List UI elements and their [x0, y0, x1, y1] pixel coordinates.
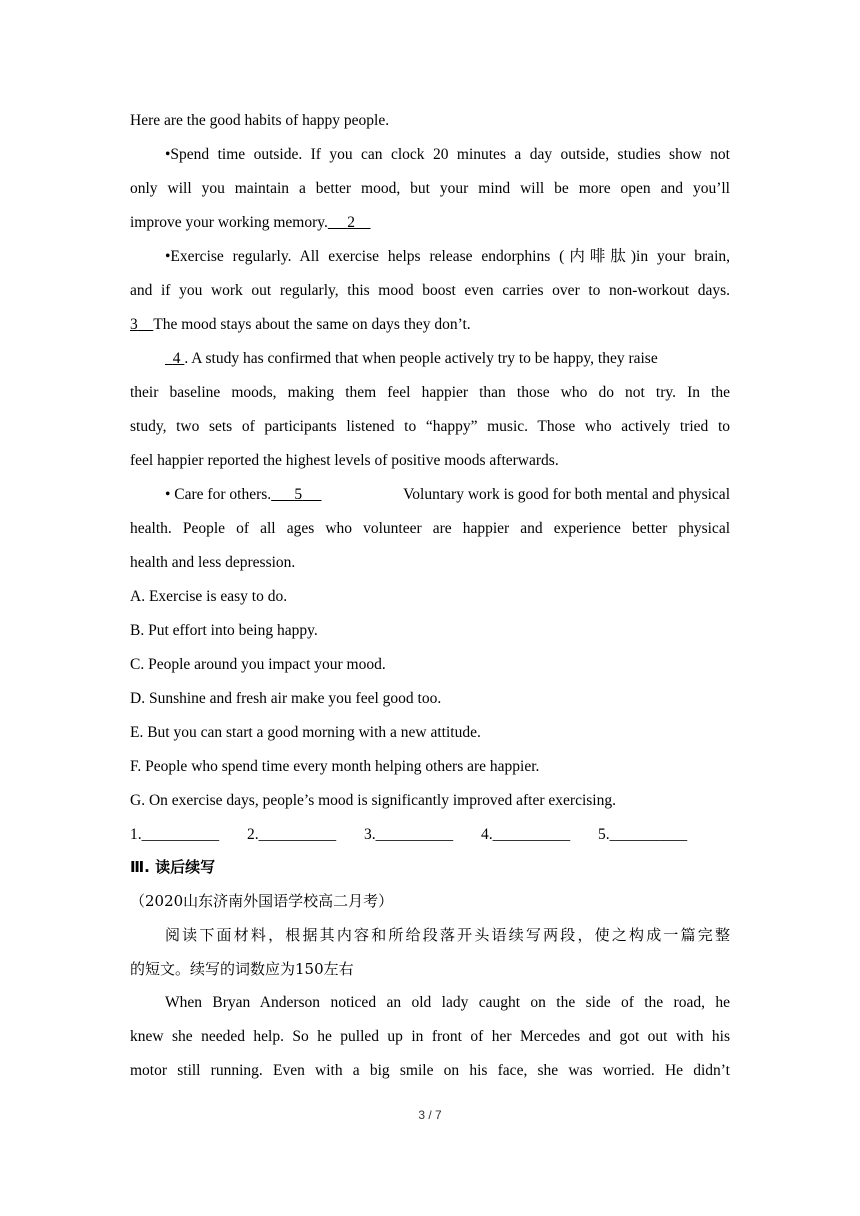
paragraph-line: health and less depression. [130, 554, 296, 571]
answer-row [130, 818, 710, 852]
instruction-line: 的短文。续写的词数应为150左右 [130, 960, 354, 978]
page-number: 3 / 7 [418, 1108, 442, 1122]
paragraph-line: their baseline moods, making them feel happier than those who do not try. In the [130, 384, 730, 401]
option-c: C. People around you impact your mood. [130, 656, 386, 673]
paragraph-line [130, 308, 730, 342]
instruction-line: 阅读下面材料，根据其内容和所给段落开头语续写两段，使之构成一篇完整 [165, 926, 730, 944]
habit-care-line [165, 478, 730, 512]
answer-blank-1[interactable]: 1.__________ [130, 826, 220, 843]
section-heading: Ⅲ. 读后续写 [130, 858, 216, 876]
paragraph-text: . A study has confirmed that when people actively try to be happy, they raise [184, 350, 658, 367]
answer-blank-3[interactable]: 3.__________ [364, 826, 454, 843]
option-d: D. Sunshine and fresh air make you feel good too. [130, 690, 442, 707]
paragraph-line: feel happier reported the highest levels of positive moods afterwards. [130, 452, 559, 469]
paragraph-text: improve your working memory. [130, 214, 328, 231]
paragraph-line: and if you work out regularly, this mood boost even carries over to non-workout days. [130, 282, 730, 299]
story-line: knew she needed help. So he pulled up in front of her Mercedes and got out with his [130, 1028, 730, 1045]
answer-blank-4[interactable]: 4.__________ [481, 826, 571, 843]
story-line: motor still running. Even with a big smile on his face, she was worried. He didn’t [130, 1062, 730, 1079]
blank-5[interactable]: 5 [294, 486, 303, 503]
section-source: （2020山东济南外国语学校高二月考） [130, 892, 394, 910]
option-b: B. Put effort into being happy. [130, 622, 318, 639]
paragraph-text: Voluntary work is good for both mental and physical [403, 486, 730, 503]
blank-3[interactable]: 3 [130, 316, 138, 333]
story-line: When Bryan Anderson noticed an old lady caught on the side of the road, he [165, 994, 730, 1011]
paragraph-line: only will you maintain a better mood, but your mind will be more open and you’ll [130, 180, 730, 197]
option-g: G. On exercise days, people’s mood is significantly improved after exercising. [130, 792, 616, 809]
paragraph-line: health. People of all ages who volunteer are happier and experience better physical [130, 520, 730, 537]
habit-outside-line: •Spend time outside. If you can clock 20 minutes a day outside, studies show not [165, 146, 730, 163]
blank-2[interactable]: 2 [347, 214, 355, 231]
option-f: F. People who spend time every month helping others are happier. [130, 758, 540, 775]
answer-blank-5[interactable]: 5.__________ [598, 826, 688, 843]
intro-line: Here are the good habits of happy people. [130, 112, 390, 129]
paragraph-text: • Care for others. [165, 486, 272, 503]
habit-exercise-line: •Exercise regularly. All exercise helps release endorphins (内啡肽)in your brain, [165, 248, 730, 265]
option-a: A. Exercise is easy to do. [130, 588, 288, 605]
option-e: E. But you can start a good morning with a new attitude. [130, 724, 481, 741]
answer-blank-2[interactable]: 2.__________ [247, 826, 337, 843]
paragraph-line [165, 342, 730, 376]
paragraph-text: The mood stays about the same on days they don’t. [153, 316, 471, 333]
paragraph-line: study, two sets of participants listened to “happy” music. Those who actively tried to [130, 418, 730, 435]
blank-4[interactable]: 4 [172, 350, 181, 367]
paragraph-line [130, 206, 730, 240]
